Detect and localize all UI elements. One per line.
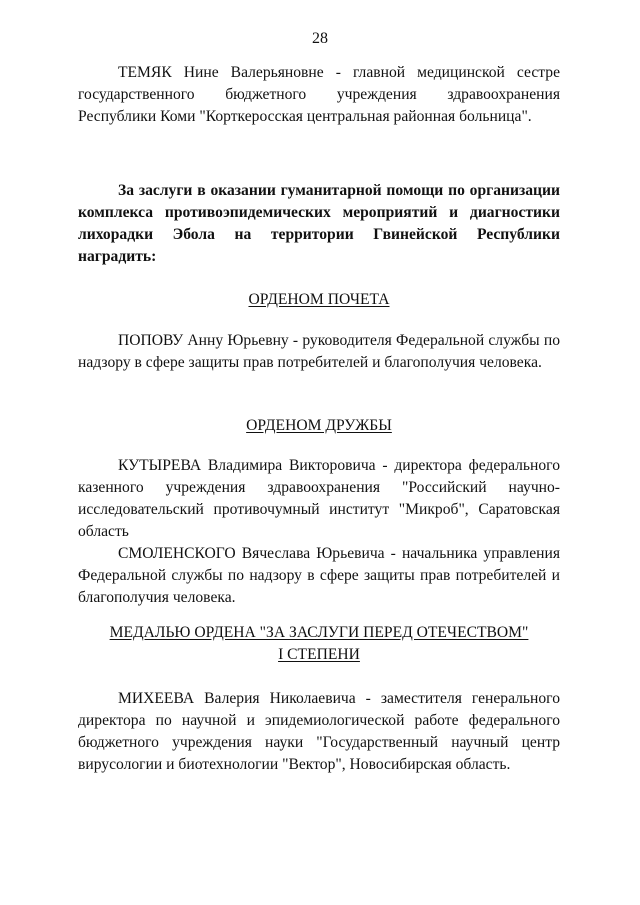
award-entry-kutyrev: КУТЫРЕВА Владимира Викторовича - директора федерального казенного учреждения здравоохранения "Российский научно-исследовательский противочумный институт "Микроб", Саратовская область [78,457,560,540]
award-entry-temyak: ТЕМЯК Нине Валерьяновне - главной медицинской сестре государственного бюджетного учреждения здравоохранения Республики Коми "Корткеросская центральная районная больница". [78,64,560,125]
section-heading-order-of-friendship: ОРДЕНОМ ДРУЖБЫ [246,417,392,434]
section-heading-order-of-honor: ОРДЕНОМ ПОЧЕТА [248,291,390,308]
section-heading-medal-line2: I СТЕПЕНИ [278,646,360,663]
award-resolution: За заслуги в оказании гуманитарной помощи по организации комплекса противоэпидемических мероприятий и диагностики лихорадки Эбола на территории Гвинейской Республики наградить: [78,182,560,265]
section-heading-medal-line1: МЕДАЛЬЮ ОРДЕНА "ЗА ЗАСЛУГИ ПЕРЕД ОТЕЧЕСТВОМ" [109,624,529,641]
award-entry-mikheev: МИХЕЕВА Валерия Николаевича - заместителя генерального директора по научной и эпидемиологической работе федерального бюджетного учреждения науки "Государственный научный центр вирусологии и биотехнологии "Вектор", Новосибирская область. [78,690,560,773]
award-entry-popova: ПОПОВУ Анну Юрьевну - руководителя Федеральной службы по надзору в сфере защиты прав потребителей и благополучия человека. [78,332,560,371]
award-entry-smolensky: СМОЛЕНСКОГО Вячеслава Юрьевича - начальника управления Федеральной службы по надзору в сфере защиты прав потребителей и благополучия человека. [78,545,560,606]
page-number: 28 [312,30,328,47]
